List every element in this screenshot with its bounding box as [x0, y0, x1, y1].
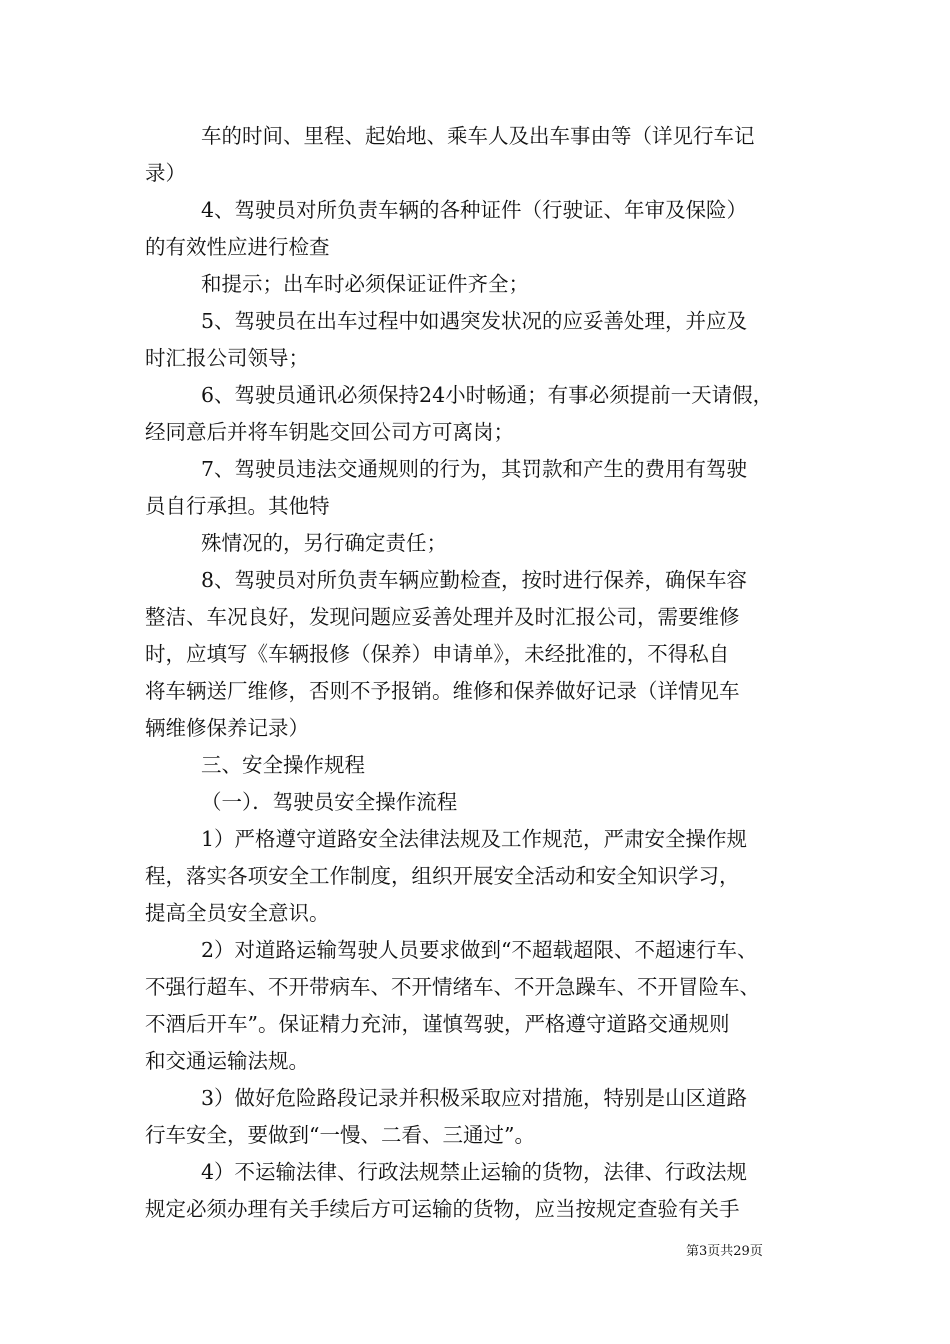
text-line: 7、驾驶员违法交通规则的行为，其罚款和产生的费用有驾驶 [201, 457, 748, 481]
text-line: 5、驾驶员在出车过程中如遇突发状况的应妥善处理，并应及 [201, 309, 748, 333]
text-line: 辆维修保养记录） [145, 716, 309, 740]
text-line: 和交通运输法规。 [145, 1049, 309, 1073]
text-line: 4）不运输法律、行政法规禁止运输的货物，法律、行政法规 [201, 1160, 748, 1184]
text-line: 提高全员安全意识。 [145, 901, 330, 925]
text-line: 行车安全，要做到“一慢、二看、三通过”。 [145, 1123, 535, 1147]
text-line: 不强行超车、不开带病车、不开情绪车、不开急躁车、不开冒险车、 [145, 975, 760, 999]
text-line: 和提示；出车时必须保证证件齐全； [201, 272, 529, 296]
text-line: 不酒后开车”。保证精力充沛，谨慎驾驶，严格遵守道路交通规则 [145, 1012, 730, 1036]
text-line: （一）．驾驶员安全操作流程 [201, 790, 458, 814]
text-line: 4、驾驶员对所负责车辆的各种证件（行驶证、年审及保险） [201, 198, 748, 222]
page-number: 第3页共29页 [686, 1244, 763, 1259]
text-line: 经同意后并将车钥匙交回公司方可离岗； [145, 420, 514, 444]
text-line: 1）严格遵守道路安全法律法规及工作规范，严肃安全操作规 [201, 827, 748, 851]
text-line: 三、安全操作规程 [201, 753, 365, 777]
text-line: 车的时间、里程、起始地、乘车人及出车事由等（详见行车记 [201, 124, 755, 148]
text-line: 6、驾驶员通讯必须保持24小时畅通；有事必须提前一天请假， [201, 383, 774, 407]
text-line: 规定必须办理有关手续后方可运输的货物，应当按规定查验有关手 [145, 1197, 740, 1221]
document-body [145, 118, 810, 1228]
text-line: 员自行承担。其他特 [145, 494, 330, 518]
text-line: 时汇报公司领导； [145, 346, 309, 370]
text-line: 8、驾驶员对所负责车辆应勤检查，按时进行保养，确保车容 [201, 568, 748, 592]
text-line: 2）对道路运输驾驶人员要求做到“不超载超限、不超速行车、 [201, 938, 758, 962]
text-line: 殊情况的，另行确定责任； [201, 531, 447, 555]
text-line: 整洁、车况良好，发现问题应妥善处理并及时汇报公司，需要维修 [145, 605, 740, 629]
text-line: 时，应填写《车辆报修（保养）申请单》，未经批准的，不得私自 [145, 642, 730, 666]
text-line: 将车辆送厂维修，否则不予报销。维修和保养做好记录（详情见车 [145, 679, 740, 703]
text-line: 3）做好危险路段记录并积极采取应对措施，特别是山区道路 [201, 1086, 748, 1110]
text-line: 程，落实各项安全工作制度，组织开展安全活动和安全知识学习， [145, 864, 740, 888]
text-line: 录） [145, 161, 186, 185]
text-line: 的有效性应进行检查 [145, 235, 330, 259]
